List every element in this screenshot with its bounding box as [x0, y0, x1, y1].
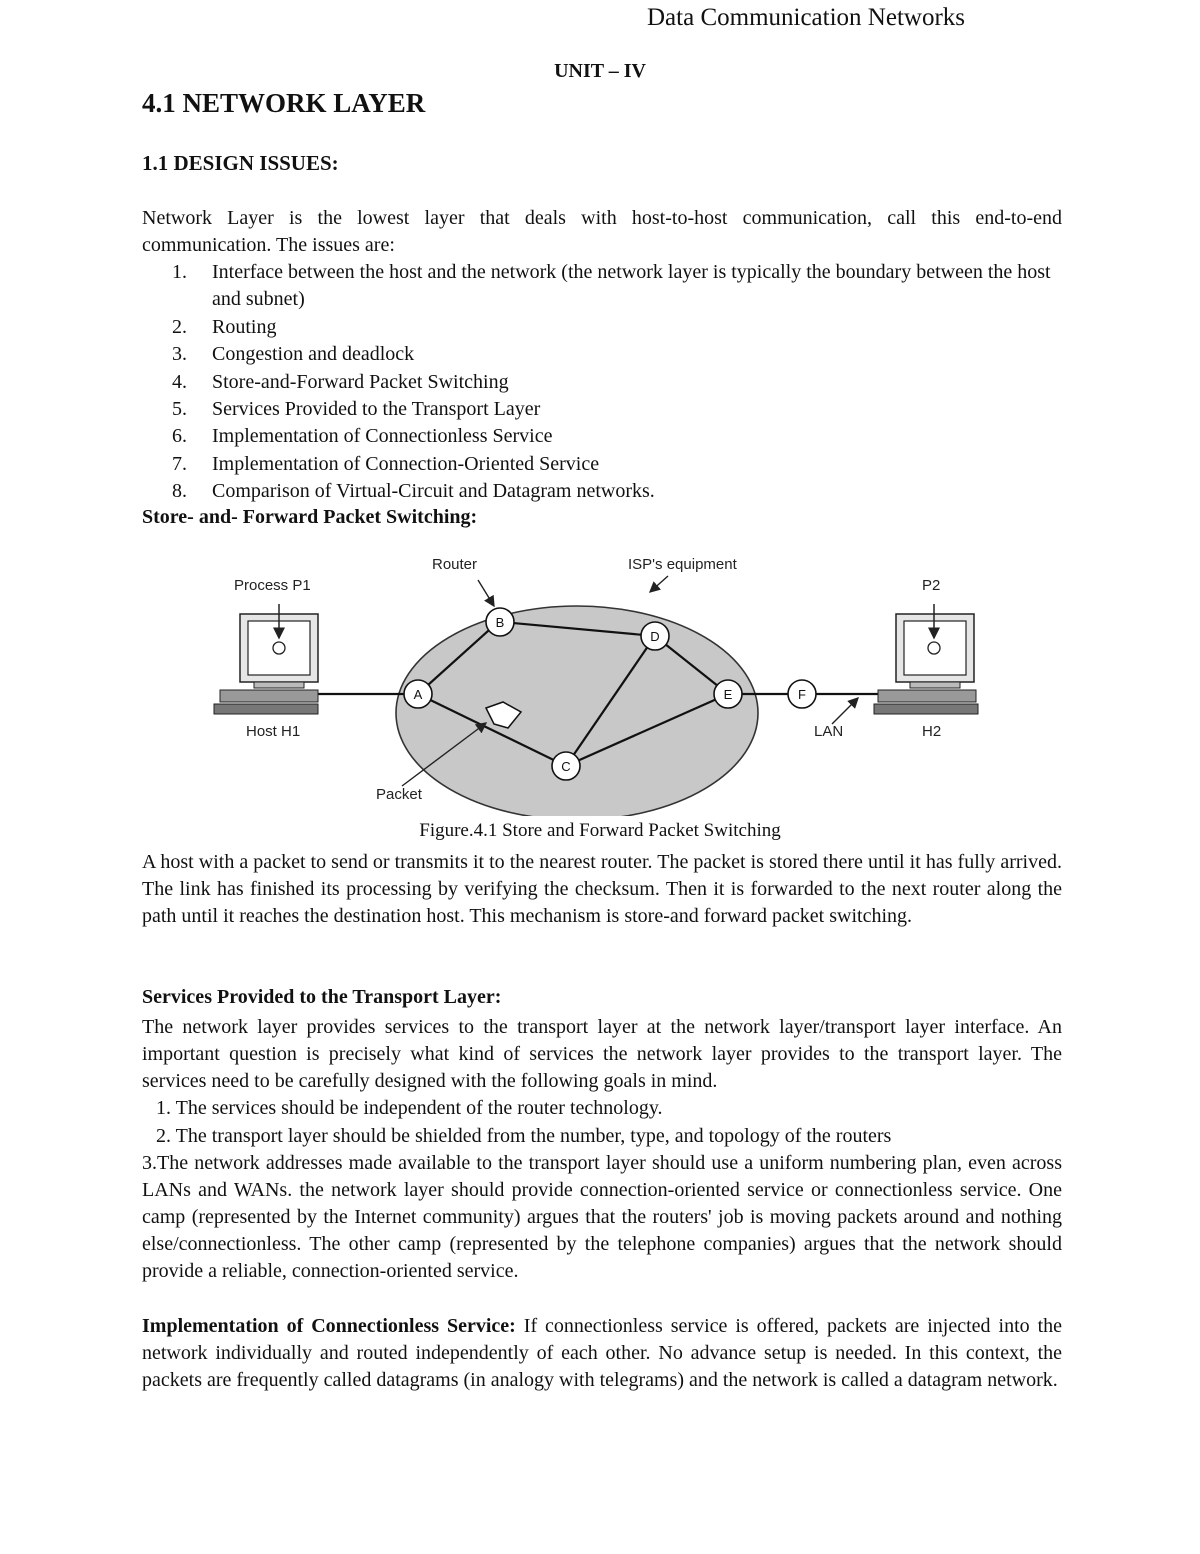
services-intro-paragraph: The network layer provides services to the transport layer at the network layer/transport layer interface. An important question is precisely what kind of services the network layer provides to the transport layer. The services need to be carefully designed with the following goals in mind. [142, 1016, 1062, 1092]
network-diagram [210, 548, 990, 816]
label-p2: P2 [922, 577, 941, 594]
figure-caption: Figure.4.1 Store and Forward Packet Switching [419, 820, 781, 841]
connectionless-paragraph [142, 1313, 1062, 1394]
node-label-b: B [495, 615, 505, 630]
services-goal-1: 1. The services should be independent of the router technology. [156, 1097, 663, 1119]
heading-connectionless-service: Implementation of Connectionless Service: [142, 1315, 516, 1337]
list-item: 1. Interface between the host and the network (the network layer is typically the boundary between the host and subnet) [172, 261, 1051, 311]
label-h2: H2 [922, 723, 942, 740]
list-item: 8. Comparison of Virtual-Circuit and Datagram networks. [172, 480, 655, 503]
list-item: 2. Routing [172, 315, 277, 338]
design-issues-intro: Network Layer is the lowest layer that deals with host-to-host communication, call this end-to-end communication. The issues are: [142, 207, 1062, 256]
host-h2-computer [874, 614, 978, 714]
subsection-heading-design-issues: 1.1 DESIGN ISSUES: [142, 151, 339, 175]
label-host-h1: Host H1 [246, 723, 301, 740]
isp-network-ellipse [396, 606, 758, 816]
figure-store-and-forward [210, 548, 990, 816]
node-label-d: D [650, 629, 660, 644]
label-isp-equipment: ISP's equipment [628, 556, 737, 573]
node-label-f: F [798, 687, 806, 702]
list-item: 3. Congestion and deadlock [172, 343, 415, 366]
label-process-p1: Process P1 [234, 577, 311, 594]
unit-title: UNIT – IV [554, 60, 646, 82]
host-h1-computer [214, 614, 318, 714]
design-issues-list [172, 259, 1052, 506]
label-packet: Packet [376, 786, 422, 803]
label-router: Router [432, 556, 478, 573]
connectionless-body: If connectionless service is offered, packets are injected into the network individually and routed independently of each other. No advance setup is needed. In this context, the packets are frequently called datagrams (in analogy with telegrams) and the network is called a datagram network. [142, 1315, 1063, 1391]
store-forward-paragraph: A host with a packet to send or transmits it to the nearest router. The packet is stored there until it has fully arrived. The link has finished its processing by verifying the checksum. Then it is forwarded to the next router along the path until it reaches the destination host. This mechanism is store-and forward packet switching. [142, 851, 1062, 927]
list-item: 6. Implementation of Connectionless Service [172, 425, 553, 448]
label-lan: LAN [814, 723, 844, 740]
heading-store-and-forward: Store- and- Forward Packet Switching: [142, 506, 478, 528]
services-goal-3-paragraph: 3.The network addresses made available to the transport layer should use a uniform numbering plan, even across LANs and WANs. the network layer should provide connection-oriented service or connectionless service. One camp (represented by the Internet community) argues that the routers' job is moving packets around and nothing else/connectionless. The other camp (represented by the telephone companies) argues that the network should provide a reliable, connection-oriented service. [142, 1152, 1062, 1282]
running-header: Data Communication Networks [647, 4, 965, 31]
section-heading-network-layer: 4.1 NETWORK LAYER [142, 88, 426, 118]
node-label-c: C [561, 759, 571, 774]
node-label-a: A [413, 687, 423, 702]
list-item: 5. Services Provided to the Transport Layer [172, 398, 541, 421]
heading-services-transport-layer: Services Provided to the Transport Layer: [142, 986, 502, 1008]
list-item: 4. Store-and-Forward Packet Switching [172, 370, 509, 393]
list-item: 7. Implementation of Connection-Oriented Service [172, 452, 600, 475]
node-label-e: E [723, 687, 733, 702]
services-goal-2: 2. The transport layer should be shielded from the number, type, and topology of the routers [156, 1125, 892, 1147]
